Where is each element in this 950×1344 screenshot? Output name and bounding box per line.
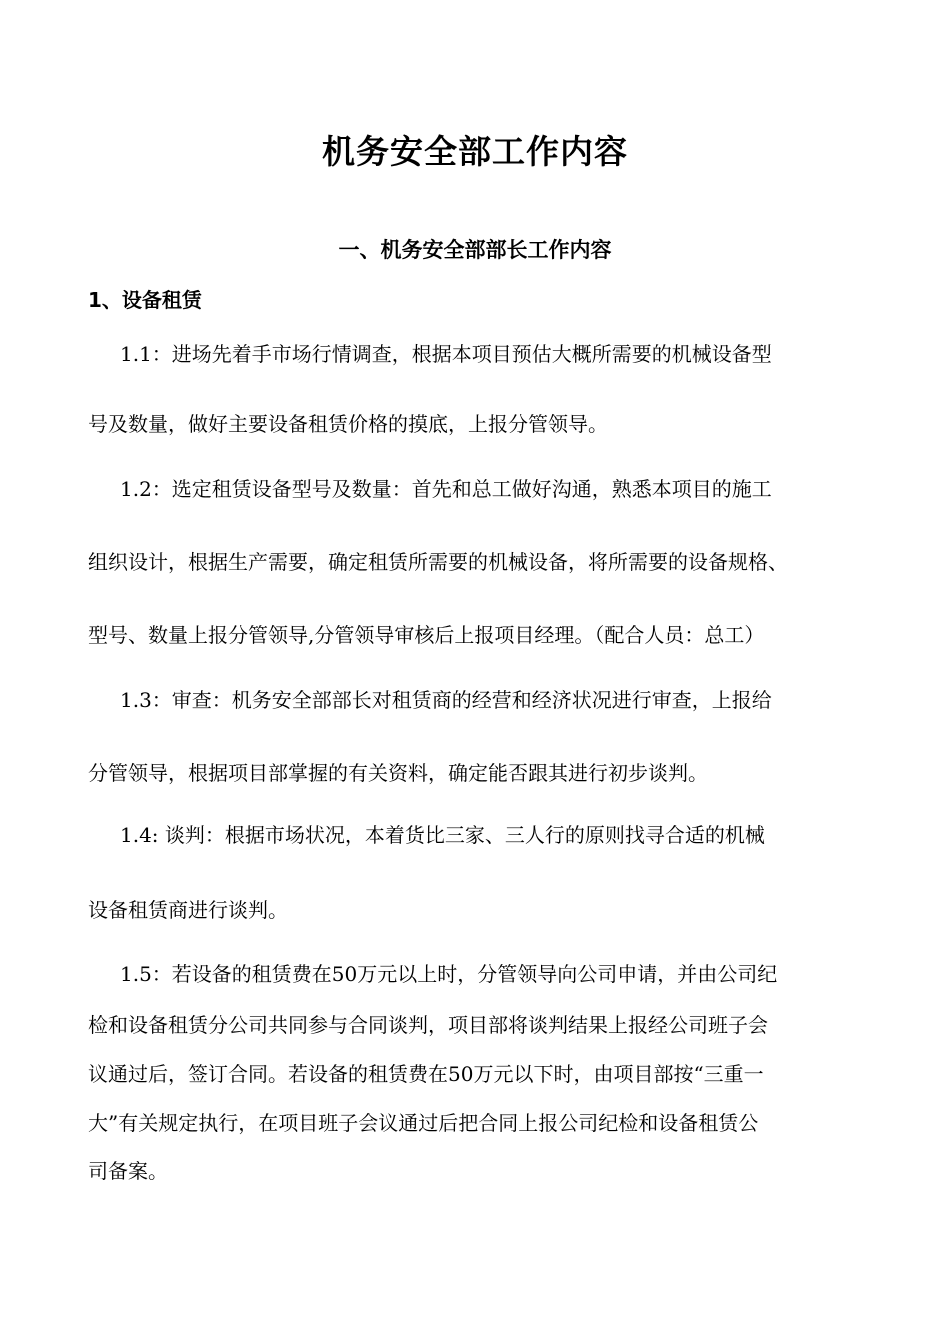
- paragraph-line: 组织设计，根据生产需要，确定租赁所需要的机械设备，将所需要的设备规格、: [88, 550, 788, 574]
- paragraph-line: 1.3：审查：机务安全部部长对租赁商的经营和经济状况进行审查，上报给: [120, 688, 772, 712]
- paragraph-line: 设备租赁商进行谈判。: [88, 898, 288, 922]
- paragraph-line: 大”有关规定执行，在项目班子会议通过后把合同上报公司纪检和设备租赁公: [88, 1111, 759, 1135]
- paragraph-line: 号及数量，做好主要设备租赁价格的摸底，上报分管领导。: [88, 412, 608, 436]
- paragraph-line: 1.2：选定租赁设备型号及数量：首先和总工做好沟通，熟悉本项目的施工: [120, 477, 772, 501]
- section-heading: 一、机务安全部部长工作内容: [338, 238, 612, 262]
- paragraph-line: 1.1：进场先着手市场行情调查，根据本项目预估大概所需要的机械设备型: [120, 342, 772, 366]
- paragraph-line: 1.4: 谈判：根据市场状况，本着货比三家、三人行的原则找寻合适的机械: [120, 823, 765, 847]
- subsection-heading: 1、设备租赁: [88, 288, 202, 312]
- paragraph-line: 检和设备租赁分公司共同参与合同谈判，项目部将谈判结果上报经公司班子会: [88, 1013, 768, 1037]
- paragraph-line: 分管领导，根据项目部掌握的有关资料，确定能否跟其进行初步谈判。: [88, 761, 708, 785]
- paragraph-line: 司备案。: [88, 1159, 168, 1183]
- paragraph-line: 议通过后，签订合同。若设备的租赁费在50万元以下时，由项目部按“三重一: [88, 1062, 764, 1086]
- paragraph-line: 1.5：若设备的租赁费在50万元以上时，分管领导向公司申请，并由公司纪: [120, 962, 778, 986]
- paragraph-line: 型号、数量上报分管领导,分管领导审核后上报项目经理。（配合人员：总工）: [88, 623, 765, 647]
- document-title: 机务安全部工作内容: [322, 132, 628, 171]
